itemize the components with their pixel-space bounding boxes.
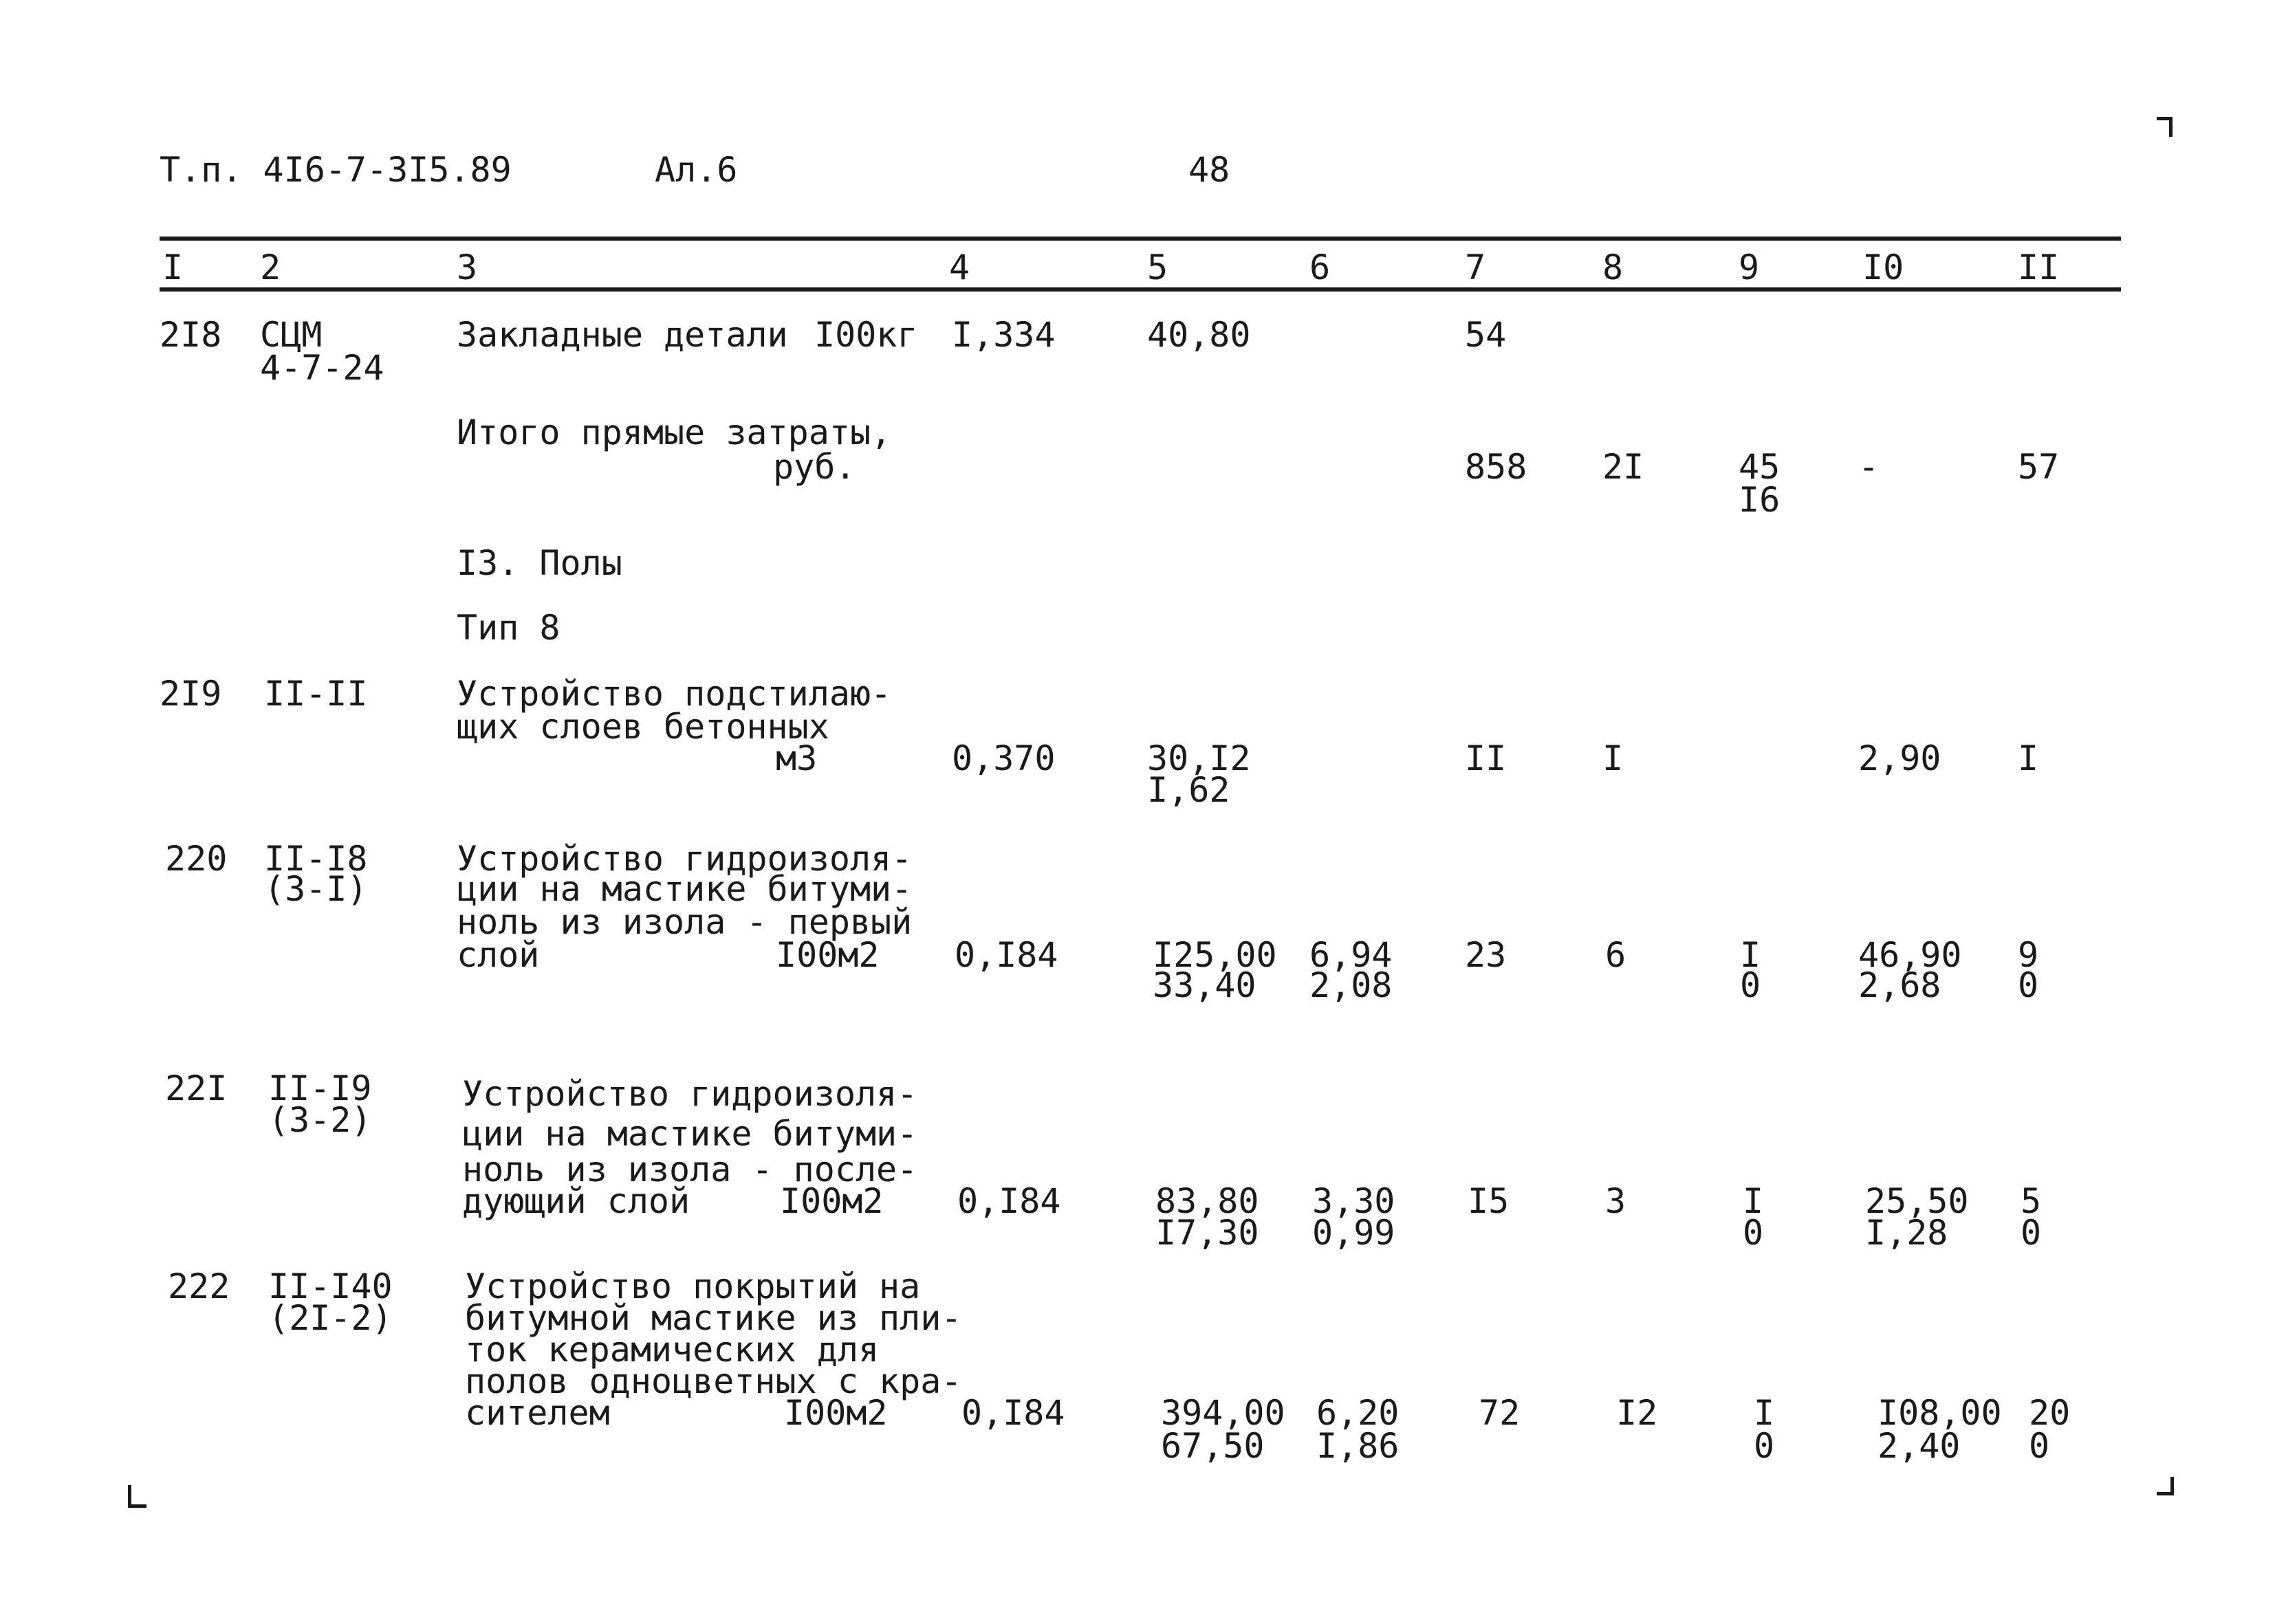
col10-value: 25,50 xyxy=(1865,1181,1969,1221)
column-header: 8 xyxy=(1602,248,1624,287)
album-number: Ал.6 xyxy=(655,150,738,190)
col6-value: 6,20 xyxy=(1316,1393,1400,1433)
norm-code: II-I40 xyxy=(268,1266,393,1306)
unit: I00м2 xyxy=(784,1393,888,1433)
col9-value: I xyxy=(1740,935,1761,975)
unit-cost: 394,00 xyxy=(1161,1393,1285,1433)
col10-value: 2,68 xyxy=(1858,965,1941,1005)
col8-value: I2 xyxy=(1616,1393,1658,1433)
norm-code: II-I9 xyxy=(268,1068,372,1108)
col10-value: I08,00 xyxy=(1877,1393,2002,1433)
work-description: щих слоев бетонных xyxy=(457,707,829,747)
column-header: I0 xyxy=(1862,248,1904,287)
total-cost: I5 xyxy=(1468,1181,1510,1221)
col11-value: 20 xyxy=(2029,1393,2071,1433)
column-header: 2 xyxy=(260,248,281,287)
total-label: Итого прямые затраты, xyxy=(457,413,892,452)
norm-code: (3-2) xyxy=(268,1100,372,1140)
col11-value: 5 xyxy=(2021,1181,2042,1221)
col9-value: 0 xyxy=(1740,965,1761,1005)
work-description: ноль из изола - первый xyxy=(457,902,913,942)
total-col9: 45 xyxy=(1739,447,1781,487)
col10-value: 2,40 xyxy=(1877,1426,1961,1466)
document-code: Т.п. 4I6-7-3I5.89 xyxy=(160,150,512,190)
total-unit: руб. xyxy=(773,447,856,487)
norm-code: 4-7-24 xyxy=(260,348,384,388)
unit: I00кг xyxy=(814,315,918,355)
norm-code: II-II xyxy=(264,674,368,714)
quantity: 0,I84 xyxy=(957,1181,1061,1221)
norm-code: II-I8 xyxy=(264,839,368,879)
unit-cost: 83,80 xyxy=(1155,1181,1259,1221)
quantity: 0,I84 xyxy=(955,935,1058,975)
col6-value: 0,99 xyxy=(1312,1213,1395,1253)
column-header: 6 xyxy=(1309,248,1331,287)
work-description: слой xyxy=(457,935,540,975)
unit: I00м2 xyxy=(780,1181,884,1221)
quantity: 0,370 xyxy=(952,738,1056,778)
table-header-rule xyxy=(160,287,2121,292)
col6-value: 3,30 xyxy=(1312,1181,1395,1221)
work-description: Устройство покрытий на xyxy=(465,1266,921,1306)
total-cost: 858 xyxy=(1465,447,1527,487)
total-cost: 72 xyxy=(1479,1393,1521,1433)
crop-mark-bottom-left xyxy=(128,1485,146,1508)
column-header: II xyxy=(2018,248,2060,287)
work-description: Устройство гидроизоля- xyxy=(462,1074,918,1114)
total-cost: II xyxy=(1465,738,1507,778)
unit-cost: 67,50 xyxy=(1161,1426,1265,1466)
column-header: 7 xyxy=(1465,248,1486,287)
col10-value: 2,90 xyxy=(1858,738,1941,778)
section-title: I3. Полы xyxy=(457,543,622,583)
col6-value: 6,94 xyxy=(1309,935,1393,975)
crop-mark-top-right xyxy=(2157,117,2173,137)
unit-cost: 30,I2 xyxy=(1147,738,1251,778)
col11-value: I xyxy=(2018,738,2039,778)
col6-value: 2,08 xyxy=(1309,965,1393,1005)
col9-value: 0 xyxy=(1743,1213,1764,1253)
work-description: ции на мастике битуми- xyxy=(462,1114,918,1154)
col8-value: 3 xyxy=(1605,1181,1626,1221)
quantity: I,334 xyxy=(952,315,1056,355)
norm-code: (3-I) xyxy=(264,869,368,909)
work-description: битумной мастике из пли- xyxy=(465,1298,962,1338)
work-description: ноль из изола - после- xyxy=(462,1150,918,1189)
unit: м3 xyxy=(776,738,818,778)
col9-value: 0 xyxy=(1754,1426,1775,1466)
col11-value: 0 xyxy=(2029,1426,2050,1466)
col9-value: I xyxy=(1743,1181,1764,1221)
col10-value: 46,90 xyxy=(1858,935,1962,975)
total-col10: - xyxy=(1858,447,1880,487)
total-col8: 2I xyxy=(1602,447,1644,487)
unit-cost: I7,30 xyxy=(1155,1213,1259,1253)
page-number: 48 xyxy=(1188,150,1230,190)
unit-cost: I,62 xyxy=(1147,770,1230,810)
work-description: ции на мастике битуми- xyxy=(457,869,913,909)
row-number: 2I9 xyxy=(160,674,222,714)
column-header: 3 xyxy=(457,248,478,287)
row-number: 220 xyxy=(165,839,228,879)
table-top-rule xyxy=(160,237,2121,241)
quantity: 0,I84 xyxy=(961,1393,1065,1433)
total-col11: 57 xyxy=(2018,447,2060,487)
column-header: I xyxy=(162,248,184,287)
column-header: 4 xyxy=(949,248,970,287)
col8-value: 6 xyxy=(1605,935,1626,975)
unit-cost: 33,40 xyxy=(1153,965,1256,1005)
work-description: дующий слой xyxy=(462,1181,690,1221)
column-header: 5 xyxy=(1147,248,1168,287)
unit-cost: 40,80 xyxy=(1147,315,1251,355)
col11-value: 0 xyxy=(2021,1213,2042,1253)
norm-code: СЦМ xyxy=(260,315,323,355)
norm-code: (2I-2) xyxy=(268,1298,393,1338)
unit-cost: I25,00 xyxy=(1153,935,1277,975)
row-number: 22I xyxy=(165,1068,228,1108)
work-description: Устройство гидроизоля- xyxy=(457,839,913,879)
work-description: Устройство подстилаю- xyxy=(457,674,892,714)
col9-value: I xyxy=(1754,1393,1775,1433)
col11-value: 9 xyxy=(2018,935,2039,975)
col10-value: I,28 xyxy=(1865,1213,1948,1253)
col11-value: 0 xyxy=(2018,965,2039,1005)
row-number: 222 xyxy=(168,1266,230,1306)
work-description: ток керамических для xyxy=(465,1330,880,1370)
col6-value: I,86 xyxy=(1316,1426,1400,1466)
total-col9: I6 xyxy=(1739,480,1781,520)
work-description: сителем xyxy=(465,1393,610,1433)
total-cost: 54 xyxy=(1465,315,1507,355)
total-cost: 23 xyxy=(1465,935,1507,975)
crop-mark-bottom-right xyxy=(2157,1477,2174,1495)
section-type: Тип 8 xyxy=(457,608,560,648)
work-description: полов одноцветных с кра- xyxy=(465,1361,962,1401)
work-description: Закладные детали xyxy=(457,315,788,355)
col8-value: I xyxy=(1602,738,1624,778)
unit: I00м2 xyxy=(776,935,880,975)
column-header: 9 xyxy=(1739,248,1760,287)
row-number: 2I8 xyxy=(160,315,222,355)
